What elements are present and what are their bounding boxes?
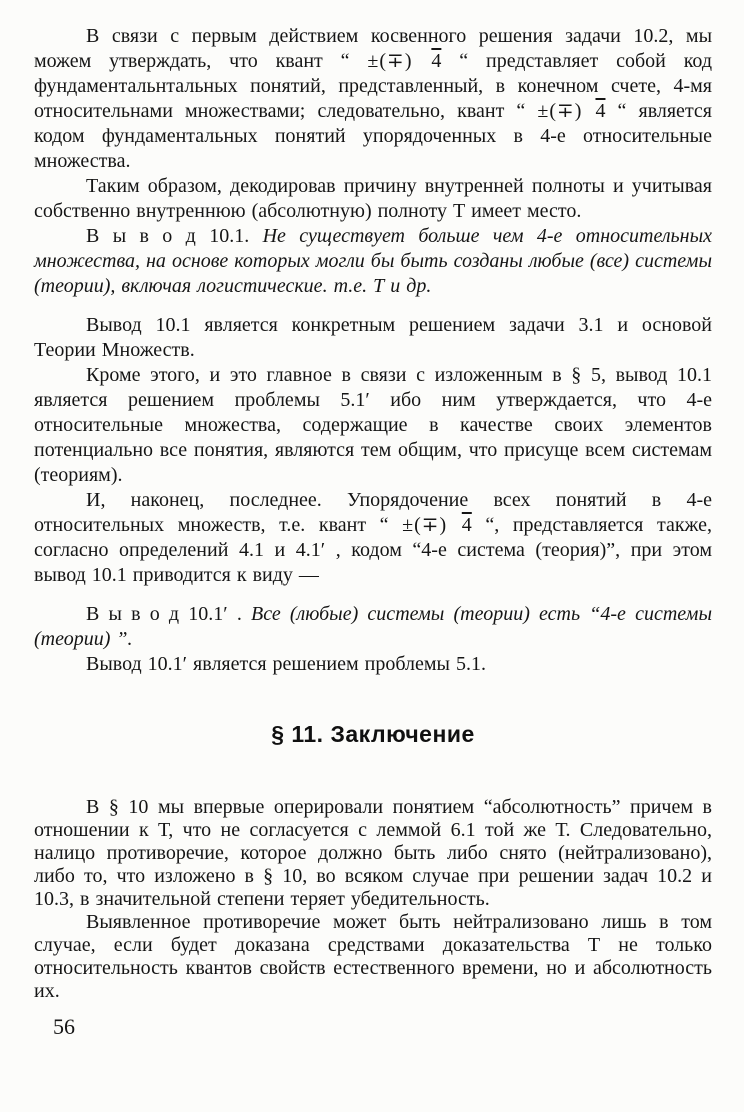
paragraph bbox=[34, 174, 712, 224]
text-run: Вывод 10.1′ является решением проблемы 5.1. bbox=[86, 653, 486, 675]
quant-formula: ±(∓) bbox=[537, 100, 596, 122]
paragraph bbox=[34, 911, 712, 1003]
text-run: В ы в о д 10.1. bbox=[86, 225, 263, 247]
formula-overline-4: 4 bbox=[431, 50, 442, 72]
quant-formula: ±(∓) bbox=[367, 50, 432, 72]
text-run: “, представляется также, согласно определений 4.1 и 4.1′ , кодом “4-е система (теория)”, при этом вывод 10.1 приводится к виду — bbox=[34, 514, 712, 586]
text-run: Не существует больше чем 4-е относительных множества, на основе которых могли бы быть созданы любые (все) системы (теории), включая логистические. т.е. Т и др. bbox=[34, 225, 712, 297]
paragraph bbox=[34, 796, 712, 911]
formula-overline-4: 4 bbox=[461, 514, 472, 536]
conclusion-text-block bbox=[34, 796, 712, 1003]
text-run: Таким образом, декодировав причину внутренней полноты и учитывая собственно внутреннюю (абсолютную) полноту Т имеет место. bbox=[34, 175, 712, 222]
text-run: “ является кодом фундаментальных понятий упорядоченных в 4-е относительные множества. bbox=[34, 100, 712, 172]
main-text-block bbox=[34, 24, 712, 677]
text-run: Вывод 10.1 является конкретным решением задачи 3.1 и основой Теории Множеств. bbox=[34, 314, 712, 361]
paragraph bbox=[34, 224, 712, 299]
paragraph bbox=[34, 488, 712, 588]
paragraph bbox=[34, 313, 712, 363]
text-run: Все (любые) системы (теории) есть “4-е системы (теории) ”. bbox=[34, 603, 712, 650]
formula-overline-4: 4 bbox=[595, 100, 606, 122]
text-run: В связи с первым действием косвенного решения задачи 10.2, мы можем утверждать, что квант “ bbox=[34, 25, 712, 72]
text-run: “ представляет собой код фундаментальнтальных понятий, представленный, в конечном счете, 4-мя относительнами множествами; следовательно, квант “ bbox=[34, 50, 712, 122]
paragraph bbox=[34, 602, 712, 652]
text-run: В § 10 мы впервые оперировали понятием “абсолютность” причем в отношении к Т, что не согласуется с леммой 6.1 той же Т. Следовательно, налицо противоречие, которое должно быть либо снято (нейтрализовано), либо то, что изложено в § 10, во всяком случае при решении задач 10.2 и 10.3, в значительной степени теряет убедительность. bbox=[34, 796, 712, 910]
section-heading: § 11. Заключение bbox=[271, 721, 475, 747]
text-run: Выявленное противоречие может быть нейтрализовано лишь в том случае, если будет доказана средствами доказательства Т не только относительность квантов свойств естественного времени, но и абсолютность их. bbox=[34, 911, 712, 1002]
paragraph bbox=[34, 24, 712, 174]
paragraph bbox=[34, 652, 712, 677]
paragraph bbox=[34, 363, 712, 488]
text-run: И, наконец, последнее. Упорядочение всех понятий в 4-е относительных множеств, т.е. квант “ bbox=[34, 489, 712, 536]
text-run: Кроме этого, и это главное в связи с изложенным в § 5, вывод 10.1 является решением проблемы 5.1′ ибо ним утверждается, что 4-е относительные множества, содержащие в качестве своих элементов потенциально все понятия, являются тем общим, что присуще всем системам (теориям). bbox=[34, 364, 712, 486]
text-run: В ы в о д 10.1′ . bbox=[86, 603, 252, 625]
page-number: 56 bbox=[53, 1014, 75, 1039]
quant-formula: ±(∓) bbox=[402, 514, 462, 536]
